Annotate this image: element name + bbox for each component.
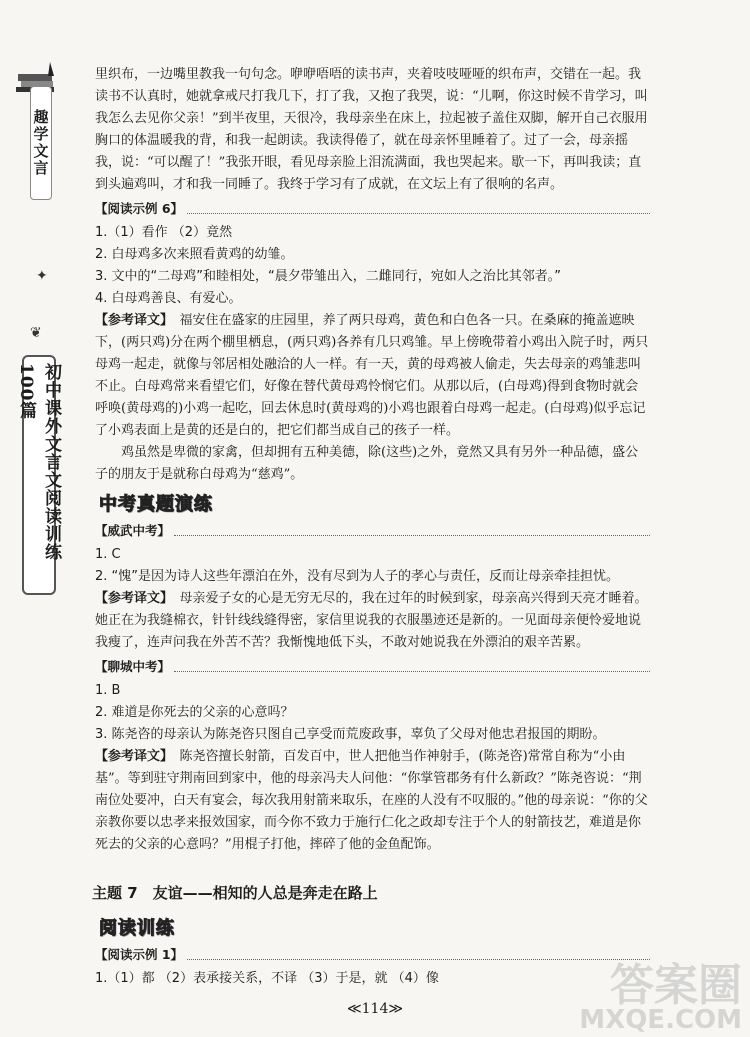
sidebar-series-label: 趣学文言 [30,86,52,200]
reference-label: 【参考译文】 [95,749,167,764]
example6-label: 【阅读示例 6】 [95,198,650,220]
page-number: ≪114≫ [346,1001,404,1017]
reference-translation: 【参考译文】 福安住在盛家的庄园里，养了两只母鸡，黄色和白色各一只。在桑麻的掩盖遮映下，(两只鸡)分在两个棚里栖息，(两只鸡)各养有几只鸡雏。早上傍晚带着小鸡出入院子时，两只母鸡一起走，就像与邻居相处融洽的人一样。有一天，黄的母鸡被人偷走，失去母亲的鸡雏悲叫不止。白母鸡常来看望它们，好像在替代黄母鸡怜悯它们。从那以后，(白母鸡)得到食物时就会呼唤(黄母鸡的)小鸡一起吃，回去休息时(黄母鸡的)小鸡也跟着白母鸡一起走。(白母鸡)似乎忘记了小鸡表面上是黄的还是白的，把它们都当成自己的孩子一样。 [95,313,649,438]
sidebar-book-title: 初中课外文言文阅读训练100篇 [22,355,56,595]
answer-item: 1.（1）都 （2）表承接关系，不译 （3）于是，就 （4）像 [95,971,439,986]
answer-item: 3. 文中的“二母鸡”和睦相处，“晨夕带雏出入，二雌同行，宛如人之治比其邻者。” [95,269,561,284]
section-title: 中考真题演练 [99,494,213,515]
answer-item: 2. 白母鸡多次来照看黄鸡的幼雏。 [95,247,294,262]
reference-translation-cont: 鸡虽然是卑微的家禽，但却拥有五种美德，除(这些)之外，竟然又具有另外一种品德，盛公子的朋友于是就称白母鸡为“慈鸡”。 [95,445,639,482]
watermark-logo: 答案圈 MXQE.COM [579,960,742,1035]
intro-paragraph: 里织布，一边嘴里教我一句句念。咿咿唔唔的读书声，夹着吱吱哑哑的织布声，交错在一起。我读书不认真时，她就拿戒尺打我几下，打了我，又抱了我哭，说：“儿啊，你这时候不肯学习，叫我怎么去见你父亲！”到半夜里，天很冷，我母亲坐在床上，拉起被子盖住双脚，解开自己衣服用胸口的体温暖我的背，和我一起朗读。我读得倦了，就在母亲怀里睡着了。过了一会，母亲摇我，说：“可以醒了！”我张开眼，看见母亲脸上泪流满面，我也哭起来。歇一下，再叫我读；直到头遍鸡叫，才和我一同睡了。我终于学习有了成就，在文坛上有了很响的名声。 [95,67,648,192]
decorative-icon: ❦ [30,325,42,341]
section-title: 阅读训练 [99,918,175,939]
answer-item: 1.（1）看作 （2）竟然 [95,225,233,240]
answer-item: 2. 难道是你死去的父亲的心意吗？ [95,705,294,720]
answer-item: 2. “愧”是因为诗人这些年漂泊在外，没有尽到为人子的孝心与责任，反而让母亲牵挂担忧。 [95,569,620,584]
page-number-ornament-left: ≪ [346,1001,362,1017]
weiwu-label: 【威武中考】 [95,520,650,542]
example1-label: 【阅读示例 1】 [95,944,650,966]
answer-item: 1. C [95,547,121,562]
answer-item: 3. 陈尧咨的母亲认为陈尧咨只图自己享受而荒废政事，辜负了父母对他忠君报国的期盼。 [95,727,606,742]
topic-heading: 主题 7 友谊——相知的人总是奔走在路上 [92,884,378,902]
decorative-icon: ✦ [36,268,48,284]
answer-item: 4. 白母鸡善良、有爱心。 [95,291,242,306]
sidebar [0,0,78,1037]
reference-label: 【参考译文】 [95,313,167,328]
reference-label: 【参考译文】 [95,591,167,606]
page-number-ornament-right: ≫ [388,1001,404,1017]
answer-item: 1. B [95,683,121,698]
reference-translation: 【参考译文】 陈尧咨擅长射箭，百发百中，世人把他当作神射手，(陈尧咨)常常自称为“小由基”。等到驻守荆南回到家中，他的母亲冯夫人问他：“你掌管郡务有什么新政？”陈尧咨说：“荆南位处要冲，白天有宴会，每次我用射箭来取乐，在座的人没有不叹服的。”他的母亲说：“你的父亲教你要以忠孝来报效国家，而今你不致力于施行仁化之政却专注于个人的射箭技艺，难道是你死去的父亲的心意吗？”用棍子打他，摔碎了他的金鱼配饰。 [95,749,648,852]
page-content [92,64,650,990]
liaocheng-label: 【聊城中考】 [95,656,650,678]
reference-translation: 【参考译文】 母亲爱子女的心是无穷无尽的，我在过年的时候到家，母亲高兴得到天亮才睡着。她正在为我缝棉衣，针针线线缝得密，家信里说我的衣服墨迹还是新的。一见面母亲便怜爱地说我瘦了，连声问我在外苦不苦？我惭愧地低下头，不敢对她说我在外漂泊的艰辛苦累。 [95,591,648,650]
